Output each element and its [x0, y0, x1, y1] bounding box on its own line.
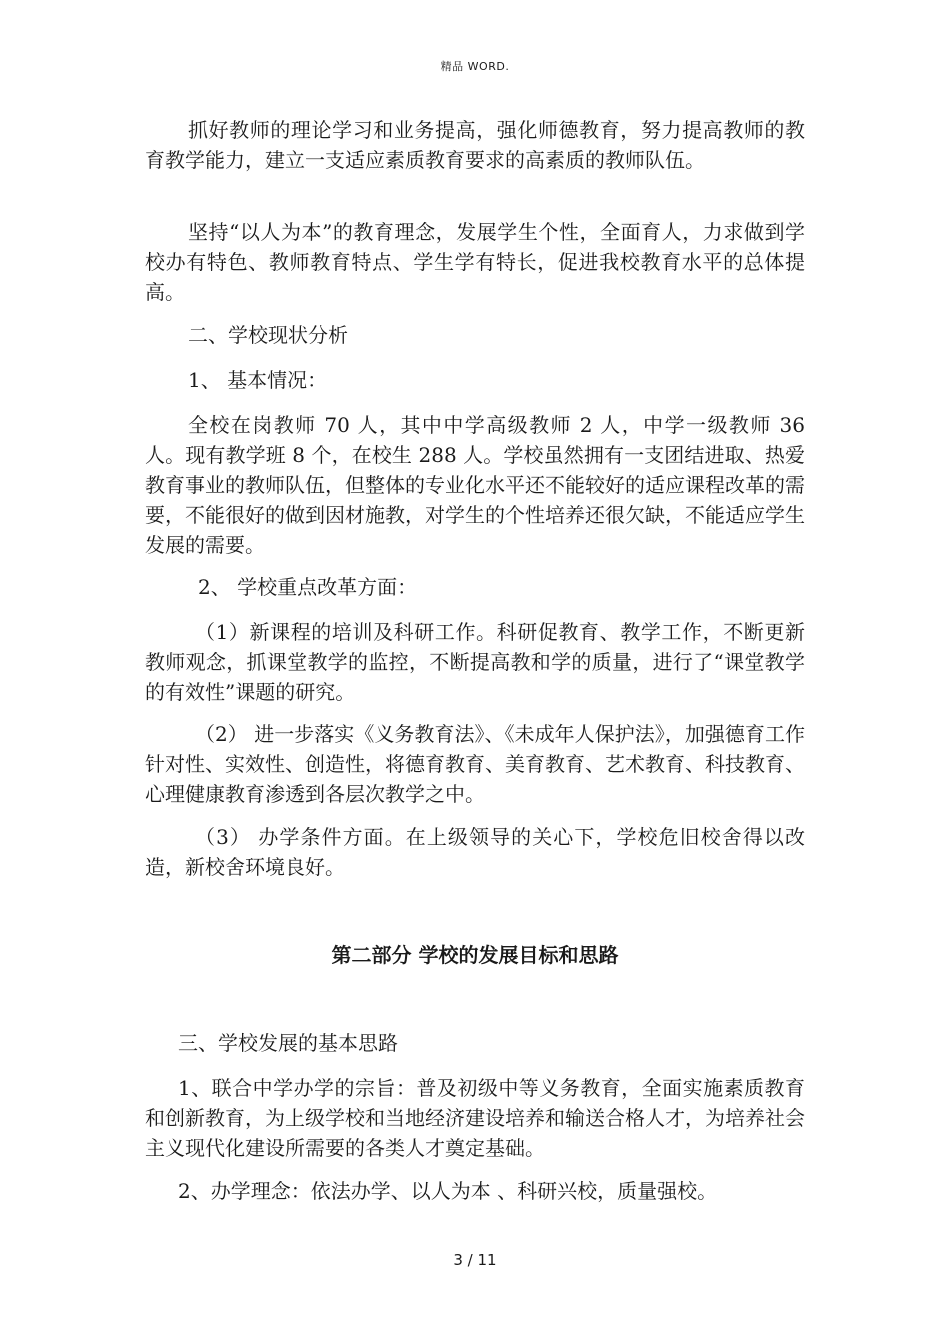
- paragraph-reform-1: （1）新课程的培训及科研工作。科研促教育、教学工作，不断更新教师观念，抓课堂教学的监控，不断提高教和学的质量，进行了“课堂教学的有效性”课题的研究。: [145, 620, 805, 704]
- paragraph-reform-2: （2） 进一步落实《义务教育法》、《未成年人保护法》，加强德育工作针对性、实效性、创造性，将德育教育、美育教育、艺术教育、科技教育、心理健康教育渗透到各层次教学之中。: [145, 722, 805, 806]
- subheading-key-reforms: 2、 学校重点改革方面：: [198, 575, 418, 599]
- paragraph-school-purpose: 1、联合中学办学的宗旨：普及初级中等义务教育，全面实施素质教育和创新教育，为上级学校和当地经济建设培养和输送合格人才，为培养社会主义现代化建设所需要的各类人才奠定基础。: [145, 1076, 805, 1160]
- paragraph-people-oriented: 坚持“以人为本”的教育理念，发展学生个性，全面育人，力求做到学校办有特色、教师教育特点、学生学有特长，促进我校教育水平的总体提高。: [145, 220, 805, 304]
- subheading-basic-situation: 1、 基本情况：: [188, 368, 328, 392]
- paragraph-reform-3: （3） 办学条件方面。在上级领导的关心下，学校危旧校舍得以改造，新校舍环境良好。: [145, 825, 805, 879]
- section-title: 第二部分 学校的发展目标和思路: [331, 943, 619, 967]
- page-header: 精品 WORD.: [440, 60, 510, 73]
- subheading-current-analysis: 二、学校现状分析: [188, 323, 348, 347]
- subheading-development-ideas: 三、学校发展的基本思路: [178, 1031, 398, 1055]
- paragraph-teacher-training: 抓好教师的理论学习和业务提高，强化师德教育，努力提高教师的教育教学能力，建立一支适应素质教育要求的高素质的教师队伍。: [145, 118, 805, 172]
- page-number: 3 / 11: [453, 1251, 497, 1269]
- paragraph-school-philosophy: 2、办学理念：依法办学、以人为本 、科研兴校，质量强校。: [178, 1179, 718, 1203]
- paragraph-basic-situation: 全校在岗教师 70 人，其中中学高级教师 2 人，中学一级教师 36 人。现有教学班 8 个，在校生 288 人。学校虽然拥有一支团结进取、热爱教育事业的教师队伍，但整体的专业化水平还不能较好的适应课程改革的需要，不能很好的做到因材施教，对学生的个性培养还很欠缺，不能适应学生发展的需要。: [145, 413, 805, 557]
